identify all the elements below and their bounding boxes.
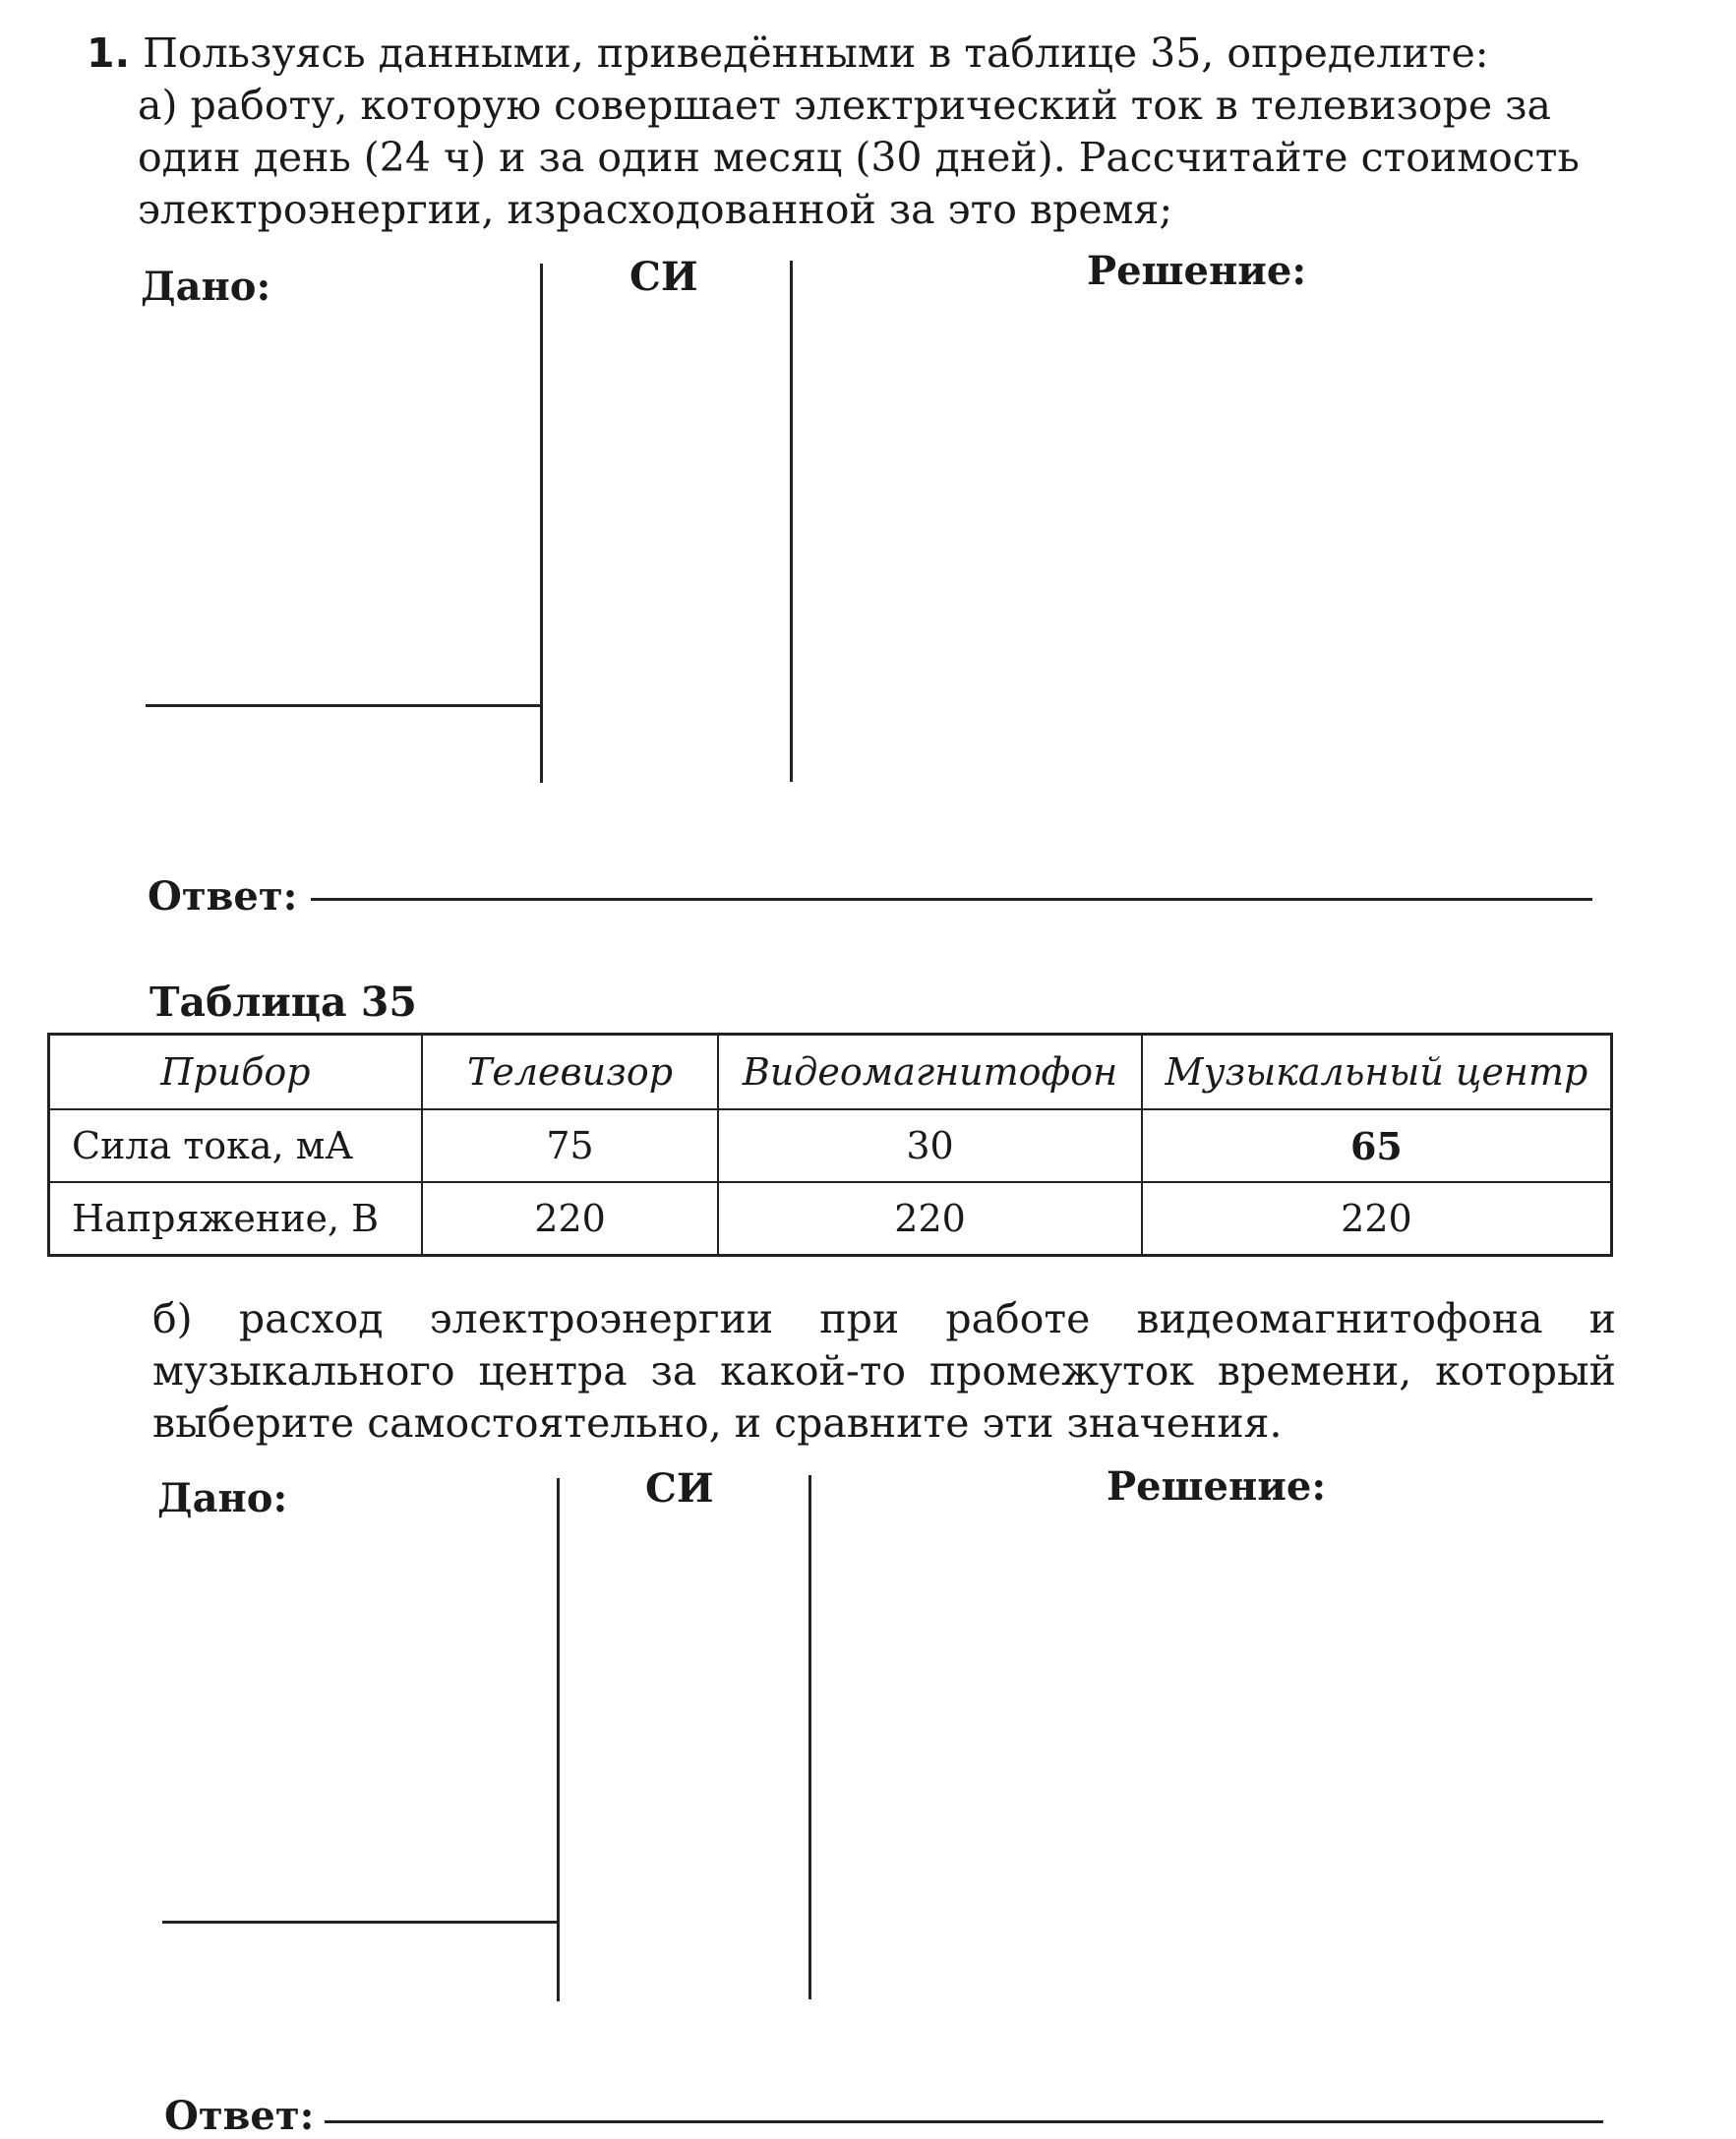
form-a-given-underline [146,704,542,707]
form-b-given-underline [162,1921,559,1924]
answer-label-b: Ответ: [164,2093,315,2139]
task-heading [87,28,1489,80]
si-label-b: СИ [645,1465,714,1512]
table-header-row [49,1035,1612,1110]
table-cell: 65 [1142,1109,1612,1182]
table-cell: 220 [1142,1182,1612,1256]
task-part-a: а) работу, которую совершает электрический ток в телевизоре за один день (24 ч) и за один месяц (30 дней). Рассчитайте стоимость электроэнергии, израсходованной за это время; [138,82,1580,233]
si-label-a: СИ [629,254,698,300]
answer-line-a[interactable] [311,898,1592,901]
devices-table [47,1033,1613,1257]
table-cell: 30 [718,1109,1142,1182]
table-cell: 75 [422,1109,718,1182]
table-row-label: Сила тока, мА [49,1109,422,1182]
table-header: Музыкальный центр [1142,1035,1612,1110]
solution-label-b: Решение: [1107,1463,1327,1510]
answer-line-b[interactable] [325,2120,1603,2123]
form-b-divider-2 [808,1475,811,1999]
given-label-b: Дано: [157,1475,288,1521]
form-a-divider-2 [790,261,793,782]
table-title: Таблица 35 [150,979,417,1026]
task-intro: Пользуясь данными, приведёнными в таблице 35, определите: [143,30,1489,77]
table-cell: 220 [718,1182,1142,1256]
table-header: Видеомагнитофон [718,1035,1142,1110]
task-part-b: б) расход электроэнергии при работе видеомагнитофона и музыкального центра за какой-то промежуток времени, который выберите самостоятельно, и сравните эти значения. [152,1295,1616,1447]
table-row-label: Напряжение, В [49,1182,422,1256]
given-label-a: Дано: [141,264,271,310]
answer-label-a: Ответ: [148,873,298,920]
table-cell: 220 [422,1182,718,1256]
solution-label-a: Решение: [1087,248,1307,294]
task-number: 1. [87,30,131,77]
table-row [49,1109,1612,1182]
table-header: Прибор [49,1035,422,1110]
table-header: Телевизор [422,1035,718,1110]
table-row [49,1182,1612,1256]
